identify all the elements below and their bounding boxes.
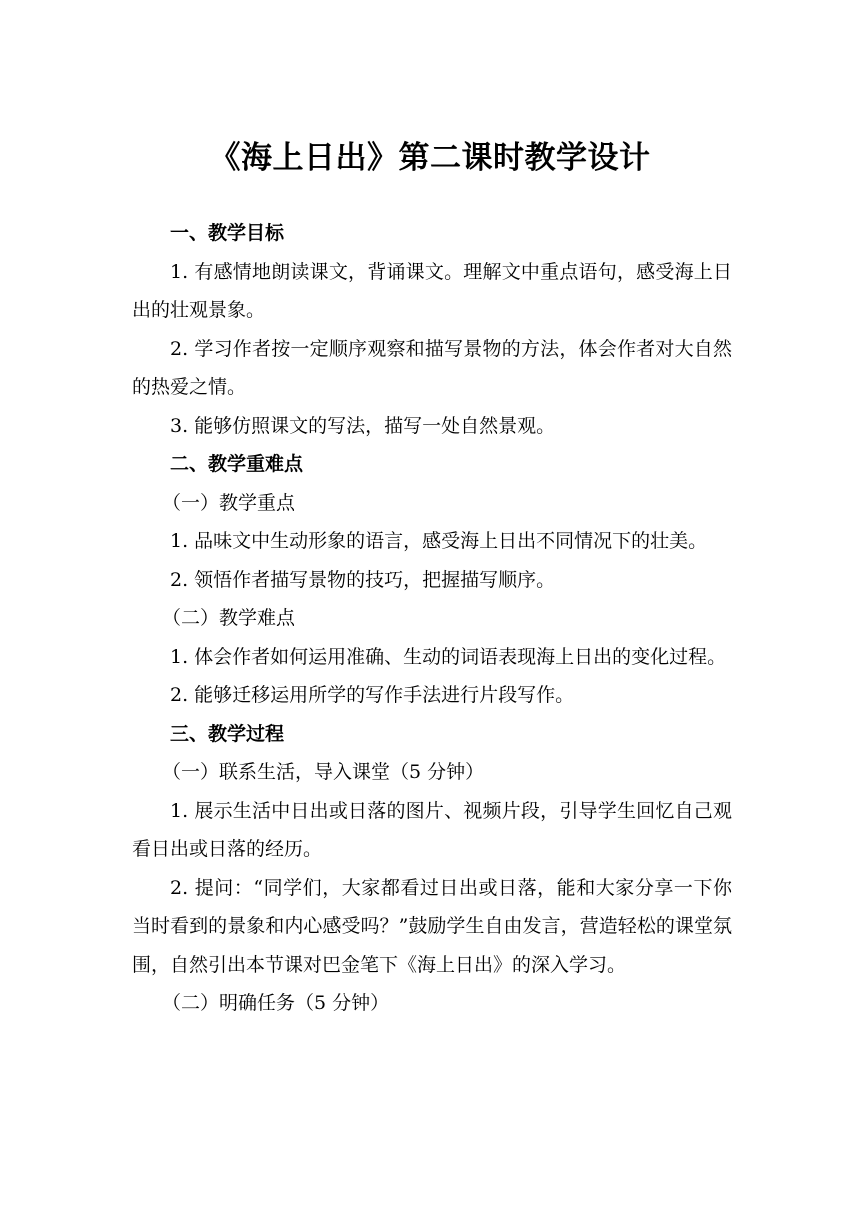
section-heading-key-points: 二、教学重难点 [170,453,304,475]
difficulty-item-2: 2. 能够迁移运用所学的写作手法进行片段写作。 [170,684,575,706]
subheading-focus: （一）教学重点 [162,491,296,514]
document-title: 《海上日出》第二课时教学设计 [209,140,651,176]
goal-item-2: 2. 学习作者按一定顺序观察和描写景物的方法，体会作者对大自然的热爱之情。 [132,337,732,398]
step1-item-2: 2. 提问：“同学们，大家都看过日出或日落，能和大家分享一下你当时看到的景象和内心感受吗？”鼓励学生自由发言，营造轻松的课堂氛围，自然引出本节课对巴金笔下《海上日出》的深入学习。 [132,876,732,976]
difficulty-item-1: 1. 体会作者如何运用准确、生动的词语表现海上日出的变化过程。 [170,645,727,668]
subheading-step2: （二）明确任务（5 分钟） [162,992,390,1014]
step1-item-1: 1. 展示生活中日出或日落的图片、视频片段，引导学生回忆自己观看日出或日落的经历。 [132,799,732,860]
section-heading-process: 三、教学过程 [170,722,285,745]
subheading-step1: （一）联系生活，导入课堂（5 分钟） [162,761,485,783]
goal-item-3: 3. 能够仿照课文的写法，描写一处自然景观。 [170,414,556,437]
document-body [132,214,732,1023]
subheading-difficulty: （二）教学难点 [162,607,296,629]
focus-item-1: 1. 品味文中生动形象的语言，感受海上日出不同情况下的壮美。 [170,530,708,552]
section-heading-goals: 一、教学目标 [170,222,285,244]
goal-item-1: 1. 有感情地朗读课文，背诵课文。理解文中重点语句，感受海上日出的壮观景象。 [132,260,732,321]
focus-item-2: 2. 领悟作者描写景物的技巧，把握描写顺序。 [170,568,556,591]
